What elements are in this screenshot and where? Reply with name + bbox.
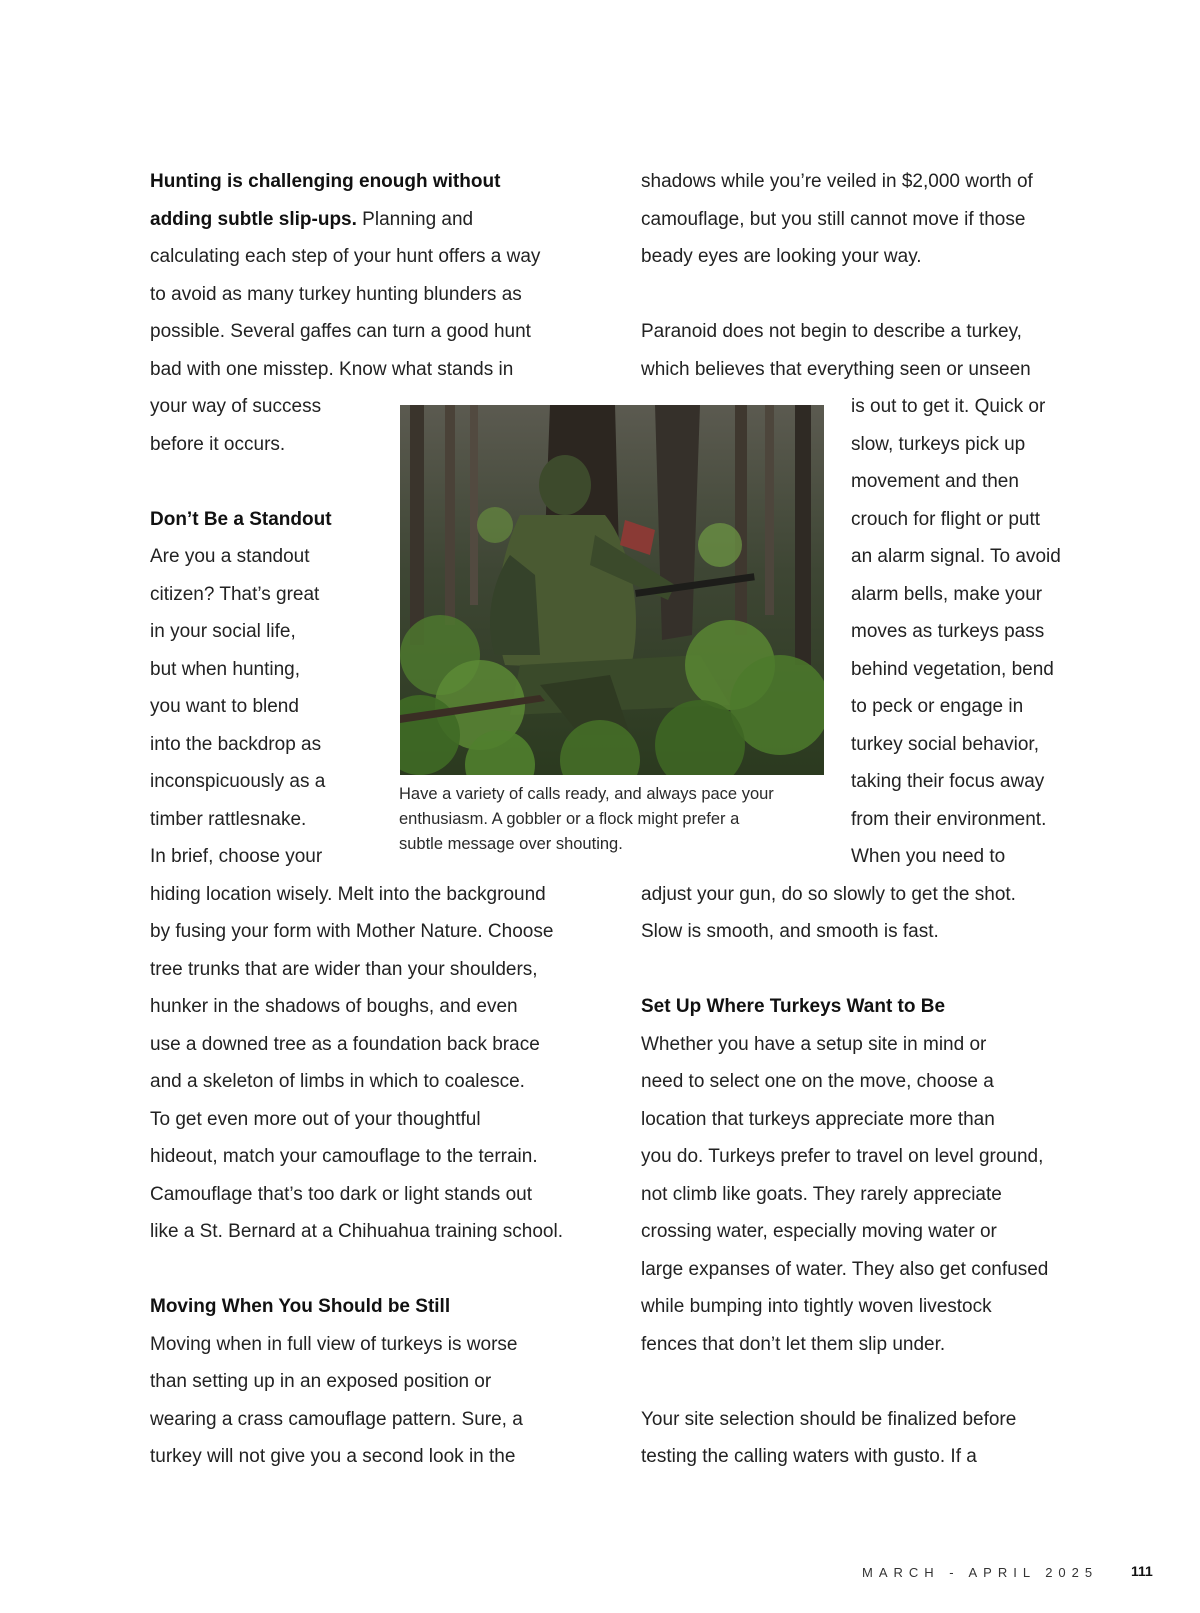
line-text: taking their focus away: [851, 771, 1045, 792]
line-text: timber rattlesnake.: [150, 808, 307, 830]
text-line: [641, 1438, 977, 1476]
text-line: [641, 1326, 945, 1364]
text-line: [641, 1251, 1048, 1289]
text-line: [150, 951, 538, 989]
text-line: [150, 276, 522, 314]
text-line: [150, 613, 296, 651]
line-text: slow, turkeys pick up: [851, 433, 1026, 455]
section-heading: [641, 988, 945, 1026]
bold-lead: Hunting is challenging enough without: [150, 171, 501, 192]
text-line: [150, 576, 319, 614]
text-line: [641, 313, 1022, 351]
line-text: Your site selection should be finalized before: [641, 1408, 1017, 1430]
line-text: movement and then: [851, 471, 1019, 492]
text-line: [851, 538, 1061, 576]
text-line: [150, 1101, 481, 1139]
line-text: hideout, match your camouflage to the terrain.: [150, 1146, 538, 1167]
text-line: [641, 1213, 997, 1251]
text-line: [851, 651, 1054, 689]
line-text: large expanses of water. They also get confused: [641, 1258, 1049, 1280]
text-line: [851, 726, 1039, 764]
text-line: [150, 763, 325, 801]
caption-line: Have a variety of calls ready, and always pace your: [399, 785, 774, 803]
text-line: [851, 688, 1023, 726]
text-line: [641, 1063, 994, 1101]
caption-line: enthusiasm. A gobbler or a flock might prefer a: [399, 810, 740, 828]
line-text: When you need to: [851, 846, 1006, 867]
text-line: [641, 1288, 992, 1326]
text-line: [641, 201, 1025, 239]
text-line: [641, 1401, 1016, 1439]
text-line: [150, 426, 285, 464]
text-line: [851, 388, 1045, 426]
text-line: [641, 238, 922, 276]
text-line: [851, 838, 1005, 876]
line-text: possible. Several gaffes can turn a good hunt: [150, 321, 531, 342]
line-text: crouch for flight or putt: [851, 508, 1041, 530]
line-text: In brief, choose your: [150, 846, 323, 867]
line-text: like a St. Bernard at a Chihuahua training school.: [150, 1221, 563, 1242]
line-text: wearing a crass camouflage pattern. Sure, a: [150, 1408, 523, 1430]
line-text: adjust your gun, do so slowly to get the shot.: [641, 883, 1016, 905]
text-line: [641, 163, 1033, 201]
text-line: [851, 426, 1025, 464]
line-text: use a downed tree as a foundation back brace: [150, 1033, 540, 1055]
line-text: and a skeleton of limbs in which to coalesce.: [150, 1071, 525, 1092]
line-text: is out to get it. Quick or: [851, 396, 1046, 417]
bold-lead: Don’t Be a Standout: [150, 508, 332, 530]
line-text: to peck or engage in: [851, 696, 1024, 717]
line-text: your way of success: [150, 396, 322, 417]
line-text: need to select one on the move, choose a: [641, 1071, 994, 1092]
line-text: from their environment.: [851, 808, 1047, 830]
line-text: Paranoid does not begin to describe a turkey,: [641, 321, 1022, 342]
line-text: calculating each step of your hunt offers a way: [150, 246, 541, 267]
line-text: not climb like goats. They rarely appreciate: [641, 1183, 1002, 1205]
text-line: [150, 351, 513, 389]
line-text: into the backdrop as: [150, 733, 322, 755]
bold-lead: Set Up Where Turkeys Want to Be: [641, 996, 946, 1017]
text-line: [641, 1026, 986, 1064]
text-line: [150, 988, 518, 1026]
text-line: [150, 1438, 515, 1476]
line-text: Are you a standout: [150, 546, 310, 567]
line-text: before it occurs.: [150, 433, 286, 455]
text-line: [150, 1213, 563, 1251]
text-line: [851, 801, 1046, 839]
line-text: than setting up in an exposed position or: [150, 1371, 492, 1392]
line-text: location that turkeys appreciate more than: [641, 1108, 995, 1130]
line-text: alarm bells, make your: [851, 583, 1043, 605]
photo-caption: [399, 782, 829, 857]
line-text: To get even more out of your thoughtful: [150, 1108, 481, 1130]
section-heading: [150, 1288, 450, 1326]
hunter-photo: [400, 405, 824, 775]
line-text: citizen? That’s great: [150, 583, 320, 605]
text-line: [150, 688, 299, 726]
issue-date: MARCH - APRIL 2025: [862, 1565, 1099, 1580]
text-line: [851, 576, 1042, 614]
text-line: [851, 501, 1040, 539]
line-text: which believes that everything seen or unseen: [641, 358, 1031, 380]
line-text: moves as turkeys pass: [851, 621, 1045, 642]
line-text: crossing water, especially moving water or: [641, 1221, 997, 1242]
line-text: you want to blend: [150, 696, 299, 717]
text-line: [150, 388, 321, 426]
line-text: while bumping into tightly woven livestock: [641, 1296, 992, 1317]
text-line: [150, 1363, 491, 1401]
text-line: [150, 913, 553, 951]
line-text: Camouflage that’s too dark or light stands out: [150, 1183, 532, 1205]
text-line: [150, 1326, 517, 1364]
line-text: shadows while you’re veiled in $2,000 worth of: [641, 171, 1033, 192]
line-text: Slow is smooth, and smooth is fast.: [641, 921, 939, 942]
text-line: [851, 613, 1044, 651]
text-line: [150, 1026, 540, 1064]
text-line: [641, 1138, 1043, 1176]
line-text: testing the calling waters with gusto. If a: [641, 1446, 977, 1467]
text-line: [150, 838, 322, 876]
line-text: in your social life,: [150, 621, 296, 642]
line-text: turkey social behavior,: [851, 733, 1039, 755]
section-heading: [150, 501, 332, 539]
line-text: you do. Turkeys prefer to travel on level ground,: [641, 1146, 1044, 1167]
text-line: [641, 913, 939, 951]
line-text: by fusing your form with Mother Nature. Choose: [150, 921, 554, 942]
bold-lead: Moving When You Should be Still: [150, 1296, 451, 1317]
caption-line: subtle message over shouting.: [399, 835, 623, 853]
line-text: inconspicuously as a: [150, 771, 326, 792]
text-line: [150, 801, 306, 839]
line-text: turkey will not give you a second look in the: [150, 1446, 516, 1467]
text-line: [150, 1176, 532, 1214]
line-text: Whether you have a setup site in mind or: [641, 1033, 987, 1055]
text-line: [150, 313, 531, 351]
line-text: tree trunks that are wider than your shoulders,: [150, 958, 538, 980]
line-text: camouflage, but you still cannot move if those: [641, 208, 1026, 230]
line-text: hiding location wisely. Melt into the background: [150, 883, 546, 905]
text-line: [851, 763, 1044, 801]
line-text: Planning and: [356, 208, 474, 230]
text-line: [641, 876, 1016, 914]
text-line: [150, 1138, 538, 1176]
line-text: Moving when in full view of turkeys is worse: [150, 1333, 518, 1355]
line-text: behind vegetation, bend: [851, 658, 1054, 680]
text-line: [641, 1101, 995, 1139]
line-text: beady eyes are looking your way.: [641, 246, 922, 267]
text-line: [150, 651, 300, 689]
line-text: bad with one misstep. Know what stands in: [150, 358, 514, 380]
page-number: 111: [1131, 1563, 1153, 1579]
text-line: [641, 1176, 1002, 1214]
text-line: [150, 538, 310, 576]
line-text: hunker in the shadows of boughs, and even: [150, 996, 518, 1017]
line-text: an alarm signal. To avoid: [851, 546, 1061, 567]
text-line: [851, 463, 1019, 501]
bold-lead: adding subtle slip-ups.: [150, 208, 357, 230]
text-line: [150, 1063, 525, 1101]
line-text: fences that don’t let them slip under.: [641, 1333, 946, 1355]
section-heading: [150, 163, 500, 201]
text-line: [150, 201, 473, 239]
line-text: but when hunting,: [150, 658, 301, 680]
text-line: [150, 726, 321, 764]
text-line: [150, 238, 540, 276]
text-line: [641, 351, 1031, 389]
text-line: [150, 1401, 523, 1439]
text-line: [150, 876, 546, 914]
line-text: to avoid as many turkey hunting blunders as: [150, 283, 522, 305]
